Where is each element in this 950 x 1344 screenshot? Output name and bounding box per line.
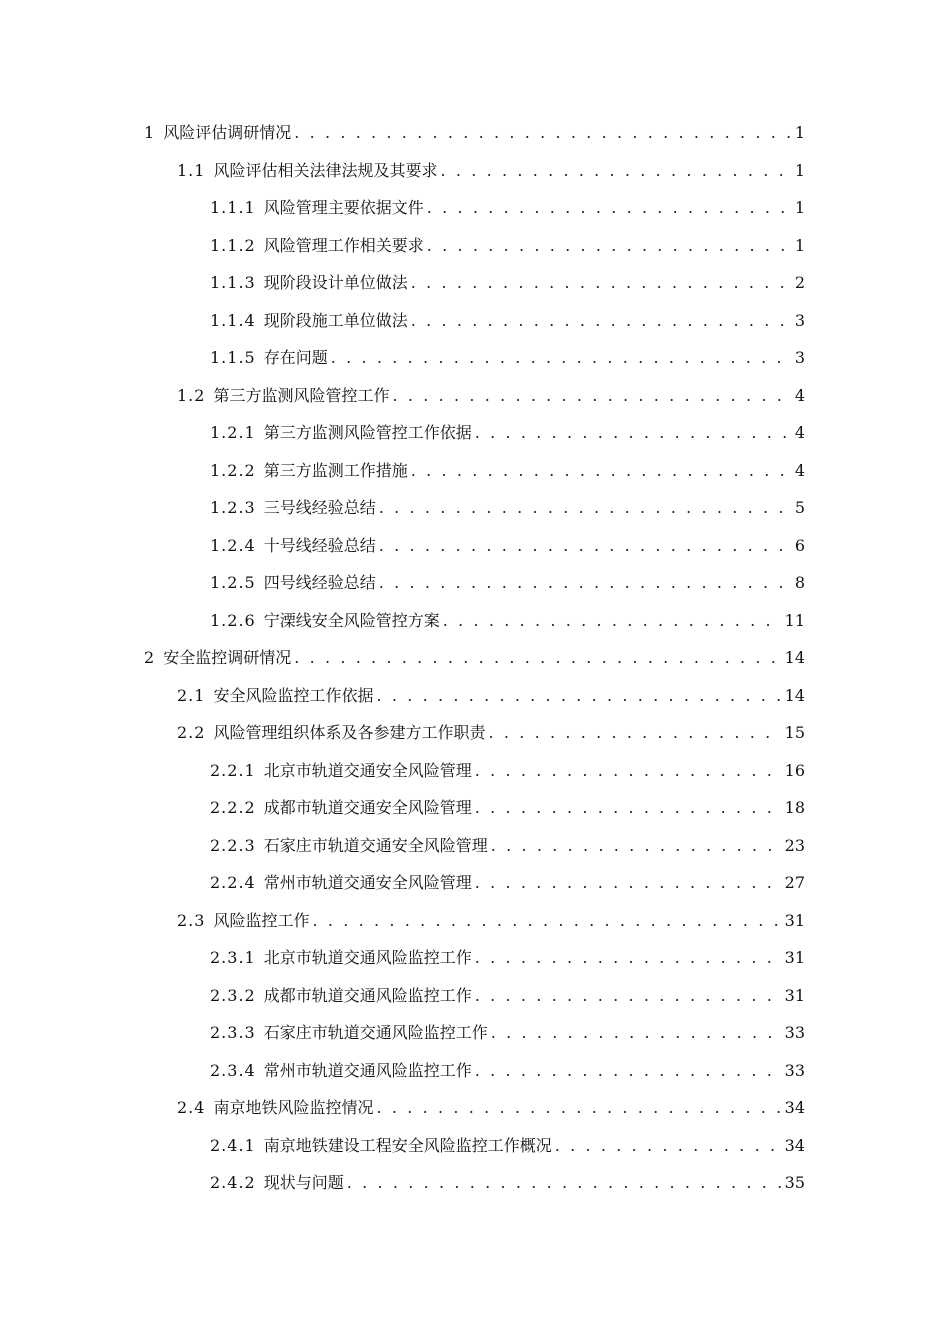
toc-dot-leader: [411, 271, 792, 295]
toc-entry-number: 1.1.1: [210, 198, 256, 217]
toc-dot-leader: [475, 871, 782, 895]
toc-dot-leader: [491, 1021, 782, 1045]
toc-entry[interactable]: [177, 384, 805, 408]
toc-dot-leader: [392, 384, 791, 408]
toc-entry[interactable]: [177, 159, 805, 183]
toc-entry-number: 2.2.4: [210, 873, 256, 892]
toc-dot-leader: [331, 346, 792, 370]
toc-entry[interactable]: [210, 234, 805, 258]
toc-dot-leader: [475, 1059, 782, 1083]
toc-dot-leader: [475, 759, 782, 783]
toc-entry-page-number: 34: [784, 1098, 805, 1117]
toc-entry-number: 2.3.2: [210, 985, 256, 1005]
toc-dot-leader: [411, 309, 792, 333]
toc-dot-leader: [427, 234, 792, 258]
toc-entry-title: 安全监控调研情况: [163, 648, 292, 667]
toc-entry[interactable]: [210, 984, 805, 1008]
toc-entry-number: 1.2.3: [210, 498, 256, 517]
toc-entry[interactable]: [210, 271, 805, 295]
toc-entry-title: 第三方监测工作措施: [263, 460, 408, 480]
toc-entry[interactable]: [210, 759, 805, 783]
toc-dot-leader: [411, 459, 792, 483]
toc-entry-page-number: 14: [784, 648, 805, 667]
toc-entry-title: 石家庄市轨道交通安全风险管理: [263, 835, 488, 855]
toc-entry-title: 南京地铁风险监控情况: [213, 1098, 374, 1117]
toc-entry[interactable]: [177, 684, 805, 708]
toc-entry-number: 1.2.1: [210, 423, 256, 442]
toc-entry[interactable]: [210, 459, 805, 483]
toc-dot-leader: [491, 834, 782, 858]
toc-entry-title: 风险管理工作相关要求: [263, 235, 424, 255]
toc-entry-page-number: 35: [784, 1173, 805, 1192]
toc-entry[interactable]: [210, 309, 805, 333]
toc-entry-title: 北京市轨道交通风险监控工作: [263, 948, 472, 967]
toc-entry[interactable]: [210, 421, 805, 445]
toc-dot-leader: [294, 121, 792, 145]
toc-entry[interactable]: [210, 609, 805, 633]
toc-entry-title: 十号线经验总结: [263, 535, 376, 555]
toc-dot-leader: [379, 496, 792, 520]
toc-entry-page-number: 27: [784, 873, 805, 892]
toc-entry-page-number: 11: [784, 610, 805, 630]
toc-entry-number: 2.4.2: [210, 1173, 256, 1192]
toc-entry[interactable]: [144, 121, 805, 145]
toc-dot-leader: [376, 1096, 781, 1120]
toc-entry-number: 2: [144, 648, 156, 667]
toc-entry-page-number: 6: [794, 535, 805, 555]
toc-entry-page-number: 5: [794, 498, 805, 517]
toc-dot-leader: [440, 159, 791, 183]
toc-entry-page-number: 8: [794, 573, 805, 592]
toc-entry-title: 三号线经验总结: [263, 498, 376, 517]
toc-dot-leader: [488, 721, 781, 745]
toc-entry[interactable]: [210, 1021, 805, 1045]
toc-entry-title: 风险评估相关法律法规及其要求: [213, 160, 438, 180]
toc-entry-page-number: 34: [784, 1135, 805, 1155]
toc-entry-title: 第三方监测风险管控工作依据: [263, 423, 472, 442]
toc-entry[interactable]: [210, 1134, 805, 1158]
toc-entry-page-number: 1: [794, 123, 805, 142]
toc-dot-leader: [475, 796, 782, 820]
toc-entry-page-number: 1: [794, 198, 805, 217]
toc-dot-leader: [294, 646, 781, 670]
toc-entry[interactable]: [210, 571, 805, 595]
toc-entry[interactable]: [210, 534, 805, 558]
toc-entry[interactable]: [210, 1059, 805, 1083]
toc-entry-title: 风险管理主要依据文件: [263, 198, 424, 217]
toc-entry[interactable]: [210, 496, 805, 520]
toc-entry-page-number: 14: [784, 685, 805, 705]
toc-entry[interactable]: [210, 796, 805, 820]
toc-entry-number: 1.1.5: [210, 348, 256, 367]
toc-entry-number: 2.2.3: [210, 835, 256, 855]
toc-entry-title: 宁溧线安全风险管控方案: [263, 610, 440, 630]
toc-entry-title: 现阶段施工单位做法: [263, 310, 408, 330]
toc-dot-leader: [347, 1171, 782, 1195]
toc-entry-number: 2.2.2: [210, 798, 256, 817]
toc-entry-page-number: 23: [784, 835, 805, 855]
toc-entry-title: 存在问题: [263, 348, 328, 367]
toc-entry-page-number: 31: [784, 948, 805, 967]
toc-entry-title: 现阶段设计单位做法: [263, 273, 408, 292]
toc-entry-number: 2.4: [177, 1098, 206, 1117]
toc-entry[interactable]: [177, 721, 805, 745]
toc-entry-title: 四号线经验总结: [263, 573, 376, 592]
toc-entry-page-number: 31: [784, 985, 805, 1005]
toc-entry-page-number: 33: [784, 1023, 805, 1042]
toc-dot-leader: [379, 571, 792, 595]
toc-entry-number: 2.3.4: [210, 1060, 256, 1080]
toc-entry[interactable]: [210, 1171, 805, 1195]
toc-entry-title: 南京地铁建设工程安全风险监控工作概况: [263, 1135, 552, 1155]
toc-entry-page-number: 18: [784, 798, 805, 817]
toc-entry-number: 1.1.3: [210, 273, 256, 292]
toc-entry[interactable]: [210, 871, 805, 895]
toc-entry-number: 1.2.6: [210, 610, 256, 630]
toc-entry-page-number: 4: [794, 423, 805, 442]
toc-entry-page-number: 33: [784, 1060, 805, 1080]
toc-entry-title: 风险管理组织体系及各参建方工作职责: [213, 723, 486, 742]
toc-entry-number: 2.4.1: [210, 1135, 256, 1155]
toc-entry-title: 安全风险监控工作依据: [213, 685, 374, 705]
toc-entry-title: 风险监控工作: [213, 910, 310, 930]
toc-dot-leader: [475, 946, 782, 970]
toc-entry-page-number: 3: [794, 310, 805, 330]
toc-entry-page-number: 3: [794, 348, 805, 367]
toc-entry-title: 风险评估调研情况: [163, 123, 292, 142]
toc-entry-page-number: 31: [784, 910, 805, 930]
toc-entry-number: 1.1.4: [210, 310, 256, 330]
toc-entry[interactable]: [210, 196, 805, 220]
toc-entry-number: 2.1: [177, 685, 206, 705]
toc-entry-title: 第三方监测风险管控工作: [213, 385, 390, 405]
toc-entry-number: 1.1: [177, 160, 206, 180]
toc-dot-leader: [475, 421, 792, 445]
toc-entry-title: 北京市轨道交通安全风险管理: [263, 760, 472, 780]
toc-entry-page-number: 16: [784, 760, 805, 780]
toc-entry[interactable]: [177, 909, 805, 933]
toc-entry-number: 2.3.1: [210, 948, 256, 967]
toc-entry-number: 1.2.4: [210, 535, 256, 555]
toc-entry-number: 2.3.3: [210, 1023, 256, 1042]
toc-entry-number: 1.2.2: [210, 460, 256, 480]
toc-entry-number: 1.2.5: [210, 573, 256, 592]
toc-dot-leader: [379, 534, 792, 558]
toc-entry-title: 常州市轨道交通风险监控工作: [263, 1060, 472, 1080]
toc-entry-number: 1.1.2: [210, 235, 256, 255]
toc-entry[interactable]: [177, 1096, 805, 1120]
toc-entry-number: 2.2.1: [210, 760, 256, 780]
toc-entry[interactable]: [144, 646, 805, 670]
toc-entry-title: 石家庄市轨道交通风险监控工作: [263, 1023, 488, 1042]
toc-entry-title: 现状与问题: [263, 1173, 344, 1192]
toc-entry-page-number: 1: [794, 235, 805, 255]
toc-dot-leader: [555, 1134, 782, 1158]
toc-entry-number: 2.3: [177, 910, 206, 930]
toc-dot-leader: [312, 909, 781, 933]
toc-entry-page-number: 4: [794, 385, 805, 405]
toc-entry-title: 成都市轨道交通风险监控工作: [263, 985, 472, 1005]
toc-dot-leader: [427, 196, 792, 220]
toc-entry-number: 1.2: [177, 385, 206, 405]
toc-entry[interactable]: [210, 946, 805, 970]
toc-entry-number: 1: [144, 123, 156, 142]
toc-entry-title: 成都市轨道交通安全风险管理: [263, 798, 472, 817]
toc-entry-page-number: 15: [784, 723, 805, 742]
toc-entry-page-number: 4: [794, 460, 805, 480]
toc-dot-leader: [443, 609, 782, 633]
toc-entry[interactable]: [210, 346, 805, 370]
toc-entry-page-number: 2: [794, 273, 805, 292]
toc-dot-leader: [376, 684, 781, 708]
toc-entry-title: 常州市轨道交通安全风险管理: [263, 873, 472, 892]
toc-dot-leader: [475, 984, 782, 1008]
toc-entry-page-number: 1: [794, 160, 805, 180]
toc-entry-number: 2.2: [177, 723, 206, 742]
toc-entry[interactable]: [210, 834, 805, 858]
